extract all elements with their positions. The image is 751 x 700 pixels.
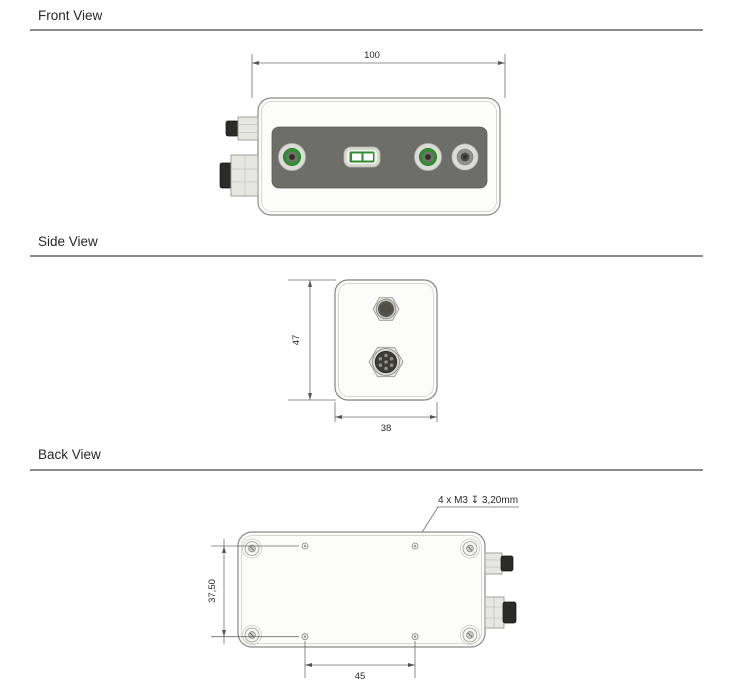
m3-hole-bottom-right-icon xyxy=(412,634,418,640)
front-section-divider xyxy=(30,29,703,31)
side-connector-small-icon xyxy=(226,117,258,140)
front-width-label: 100 xyxy=(364,50,380,61)
back-connector-small-icon xyxy=(485,553,513,574)
corner-screw-bottom-left-icon xyxy=(243,626,262,645)
back-view-heading: Back View xyxy=(38,447,101,462)
side-section-divider xyxy=(30,255,703,257)
m3-hole-top-left-icon xyxy=(302,543,308,549)
side-height-label: 47 xyxy=(291,334,302,346)
corner-screw-top-right-icon xyxy=(461,539,480,558)
front-view-heading: Front View xyxy=(38,8,103,23)
side-view-heading: Side View xyxy=(38,234,98,249)
back-height-label: 37,50 xyxy=(207,579,218,603)
corner-screw-top-left-icon xyxy=(243,539,262,558)
side-width-label: 38 xyxy=(380,423,392,434)
side-view-drawing xyxy=(280,262,460,440)
back-section-divider xyxy=(30,469,703,471)
aux-sensor-icon xyxy=(452,144,478,170)
illumination-window-icon xyxy=(344,147,380,167)
side-width-dimension xyxy=(335,402,437,434)
left-camera-lens-icon xyxy=(279,144,306,171)
mounting-note-label: 4 x M3 ↧ 3,20mm xyxy=(437,495,519,506)
side-height-dimension xyxy=(288,280,336,400)
back-connector-m12-icon xyxy=(485,597,516,628)
front-view-drawing xyxy=(210,40,520,225)
corner-screw-bottom-right-icon xyxy=(461,626,480,645)
back-width-label: 45 xyxy=(354,671,366,682)
m3-hole-top-right-icon xyxy=(412,543,418,549)
front-width-dimension xyxy=(252,50,505,98)
back-view-drawing xyxy=(195,483,540,695)
right-camera-lens-icon xyxy=(415,144,442,171)
side-connector-m12-icon xyxy=(220,155,258,196)
back-housing xyxy=(238,532,485,647)
m3-hole-bottom-left-icon xyxy=(302,634,308,640)
